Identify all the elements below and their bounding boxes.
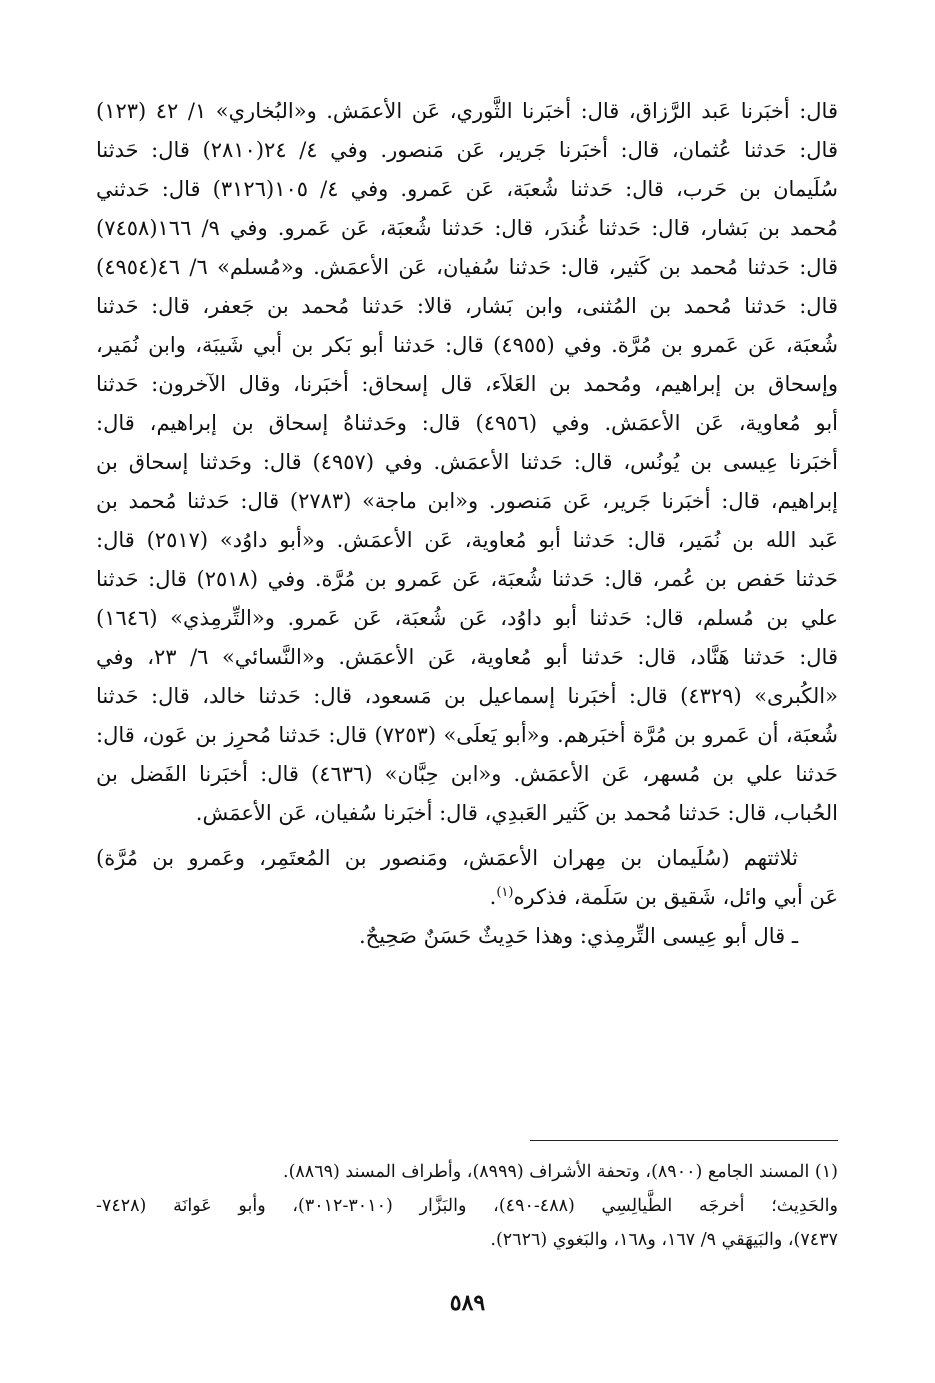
text-line: قال: حَدثنا مُحمد بن كَثير، قال: حَدثنا سُفيان، عَن الأعمَش. و«مُسلم» ٦/ ٤٦(٤٩٥٤) [96,255,838,279]
footnotes [96,1155,838,1257]
text-line: حَدثنا علي بن مُسهر، عَن الأعمَش. و«ابن حِبَّان» (٤٦٣٦) قال: أخبَرنا الفَضل بن [96,762,838,786]
text-line: أخبَرنا عِيسى بن يُونُس، قال: حَدثنا الأعمَش. وفي (٤٩٥٧) قال: وحَدثنا إسحاق بن [96,450,838,474]
period: . [489,885,497,909]
main-text [96,92,838,956]
text-line: حَدثنا حَفص بن عُمر، قال: حَدثنا شُعبَة، عَن عَمرو بن مُرَّة. وفي (٢٥١٨) قال: حَدثنا [96,567,838,591]
summary-line-text: عَن أبي وائل، شَقيق بن سَلَمة، فذكره [513,885,838,909]
text-line: شُعبَة، عَن عَمرو بن مُرَّة. وفي (٤٩٥٥) قال: حَدثنا أبو بَكر بن أبي شَيبَة، وابن نُمَير، [96,333,838,357]
text-line: عَبد الله بن نُمَير، قال: حَدثنا أبو مُعاوية، عَن الأعمَش. و«أبو داوُد» (٢٥١٧) قال: [96,528,838,552]
text-line: الحُباب، قال: حَدثنا مُحمد بن كَثير العَبدِي، قال: أخبَرنا سُفيان، عَن الأعمَش. [195,801,838,825]
footnote-divider [530,1140,838,1141]
text-line: «الكُبرى» (٤٣٢٩) قال: أخبَرنا إسماعيل بن مَسعود، قال: حَدثنا خالد، قال: حَدثنا [96,684,838,708]
text-line: قال: أخبَرنا عَبد الرَّزاق، قال: أخبَرنا الثَّوري، عَن الأعمَش. و«البُخاري» ١/ ٤٢ (١٢٣) [96,99,838,123]
text-line: قال: حَدثنا عُثمان، قال: أخبَرنا جَرير، عَن مَنصور. وفي ٤/ ٢٤(٢٨١٠) قال: حَدثنا [96,138,838,162]
footnote-line: والحَدِيث؛ أخرجَه الطَّيالِسِي (٤٨٨-٤٩٠)، والبَزَّار (٣٠١٠-٣٠١٢)، وأبو عَوانَة (٧٤٢٨- [96,1196,838,1216]
text-line: قال: حَدثنا مُحمد بن المُثنى، وابن بَشار، قالا: حَدثنا مُحمد بن جَعفر، قال: حَدثنا [96,294,838,318]
text-line: سُلَيمان بن حَرب، قال: حَدثنا شُعبَة، عَن عَمرو. وفي ٤/ ١٠٥(٣١٢٦) قال: حَدثني [96,177,838,201]
page-number: ٥٨٩ [449,1290,486,1316]
text-line: إبراهيم، قال: أخبَرنا جَرير، عَن مَنصور. و«ابن ماجة» (٢٧٨٣) قال: حَدثنا مُحمد بن [96,489,838,513]
text-line: أبو مُعاوية، عَن الأعمَش. وفي (٤٩٥٦) قال: وحَدثناهُ إسحاق بن إبراهيم، قال: [96,411,838,435]
summary-line: ثلاثتهم (سُلَيمان بن مِهران الأعمَش، ومَنصور بن المُعتَمِر، وعَمرو بن مُرَّة) [96,846,798,870]
summary-line [96,878,838,917]
text-line: شُعبَة، أن عَمرو بن مُرَّة أخبَرهم. و«أبو يَعلَى» (٧٢٥٣) قال: حَدثنا مُحرِز بن عَون، قال: [96,723,838,747]
footnote-line: (١) المسند الجامع (٨٩٠٠)، وتحفة الأشراف (٨٩٩٩)، وأطراف المسند (٨٨٦٩). [283,1162,838,1182]
text-line: قال: حَدثنا هَنَّاد، قال: حَدثنا أبو مُعاوية، عَن الأعمَش. و«النَّسائي» ٦/ ٢٣، وفي [96,645,838,669]
text-line: علي بن مُسلم، قال: حَدثنا أبو داوُد، عَن شُعبَة، عَن عَمرو. و«التِّرمِذي» (١٦٤٦) [96,606,838,630]
text-line: مُحمد بن بَشار، قال: حَدثنا غُندَر، قال: حَدثنا شُعبَة، عَن عَمرو. وفي ٩/ ١٦٦(٧٤٥٨) [96,216,838,240]
tirmidhi-statement: ـ قال أبو عِيسى التِّرمِذي: وهذا حَدِيثٌ حَسَنٌ صَحِيحٌ. [358,924,798,948]
footnote-marker[interactable]: (١) [496,885,514,900]
text-line: وإسحاق بن إبراهيم، ومُحمد بن العَلاَء، قال إسحاق: أخبَرنا، وقال الآخرون: حَدثنا [96,372,838,396]
footnote-line: ٧٤٣٧)، والبَيهَقي ٩/ ١٦٧، و١٦٨، والبَغوي (٢٦٢٦). [490,1230,838,1250]
